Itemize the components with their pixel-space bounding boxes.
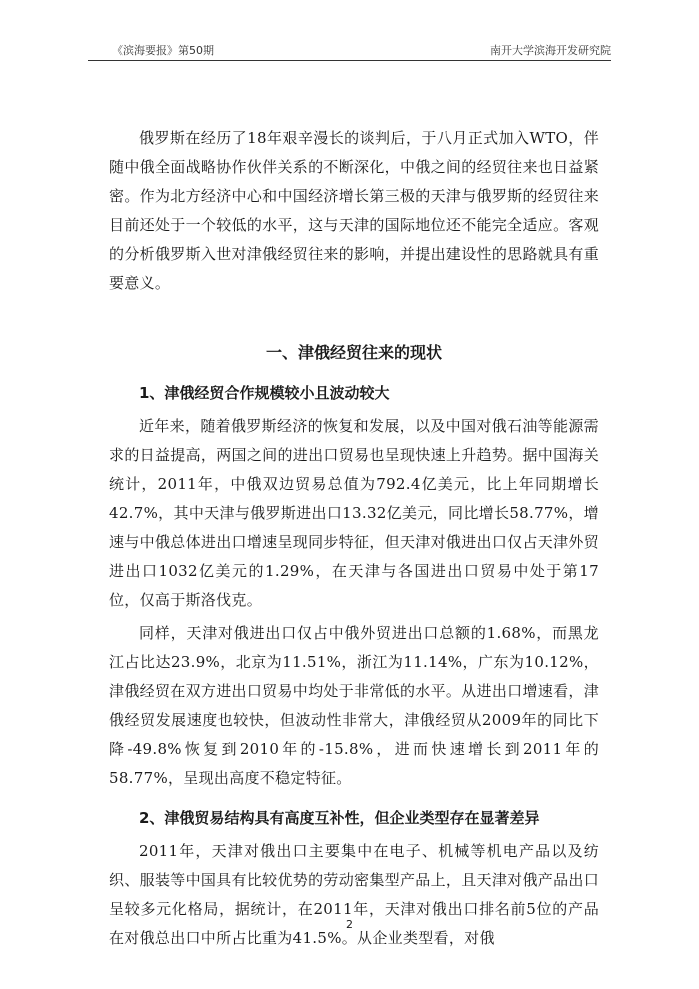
intro-paragraph: 俄罗斯在经历了18年艰辛漫长的谈判后，于八月正式加入WTO，伴随中俄全面战略协作伙伴关系的不断深化，中俄之间的经贸往来也日益紧密。作为北方经济中心和中国经济增长第三极的天津与俄罗斯的经贸往来目前还处于一个较低的水平，这与天津的国际地位还不能完全适应。客观的分析俄罗斯入世对津俄经贸往来的影响，并提出建设性的思路就具有重要意义。 [109, 129, 599, 292]
header-institution: 南开大学滨海开发研究院 [490, 44, 611, 57]
page-header [88, 38, 611, 61]
paragraph-trade-structure: 2011年，天津对俄出口主要集中在电子、机械等机电产品以及纺织、服装等中国具有比较优势的劳动密集型产品上，且天津对俄产品出口呈较多元化格局，据统计，在2011年，天津对俄出口排名前5位的产品在对俄总出口中所占比重为41.5%。从企业类型看，对俄 [109, 842, 599, 947]
page-content [109, 124, 599, 953]
subsection-heading-1: 1、津俄经贸合作规模较小且波动较大 [139, 384, 390, 402]
subsection-heading-2: 2、津俄贸易结构具有高度互补性，但企业类型存在显著差异 [139, 809, 540, 827]
paragraph-trade-share: 同样，天津对俄进出口仅占中俄外贸进出口总额的1.68%，而黑龙江占比达23.9%，北京为11.51%，浙江为11.14%，广东为10.12%，津俄经贸在双方进出口贸易中均处于非常低的水平。从进出口增速看，津俄经贸发展速度也较快，但波动性非常大，津俄经贸从2009年的同比下降-49.8%恢复到2010年的-15.8%，进而快速增长到2011年的58.77%，呈现出高度不稳定特征。 [109, 624, 599, 787]
paragraph-trade-growth: 近年来，随着俄罗斯经济的恢复和发展，以及中国对俄石油等能源需求的日益提高，两国之间的进出口贸易也呈现快速上升趋势。据中国海关统计，2011年，中俄双边贸易总值为792.4亿美元，比上年同期增长42.7%，其中天津与俄罗斯进出口13.32亿美元，同比增长58.77%，增速与中俄总体进出口增速呈现同步特征，但天津对俄进出口仅占天津外贸进出口1032亿美元的1.29%，在天津与各国进出口贸易中处于第17位，仅高于斯洛伐克。 [109, 417, 599, 609]
section-heading: 一、津俄经贸往来的现状 [265, 343, 442, 362]
page-number: 2 [346, 918, 353, 931]
header-publication-title: 《滨海要报》第50期 [112, 44, 214, 57]
